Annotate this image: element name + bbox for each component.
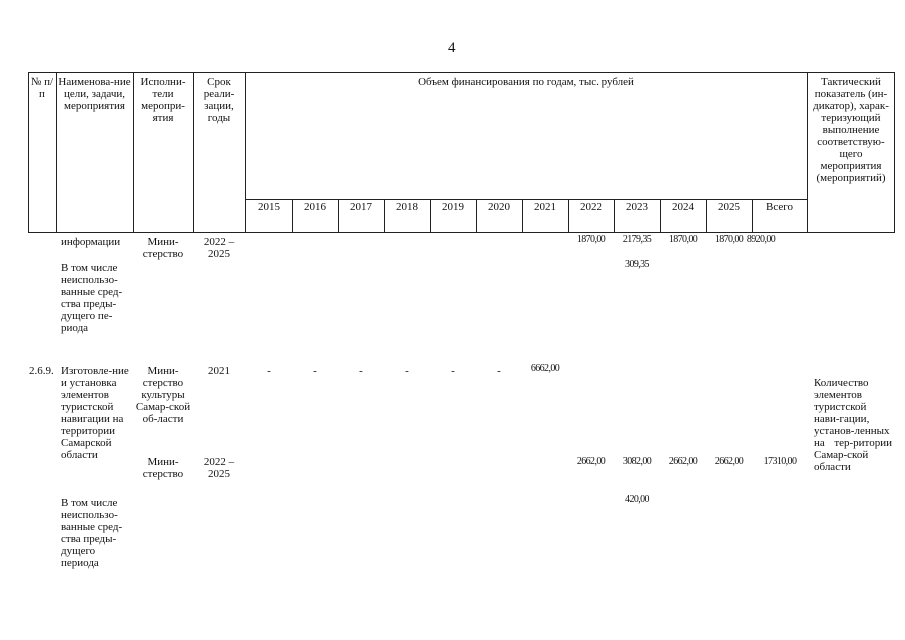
row2-sub-name: В том числе неиспользо-ванные сред-ства преды-дущего периода (61, 497, 123, 569)
year-header: 2017 (350, 201, 372, 213)
page-number: 4 (448, 40, 456, 56)
row2-dash-2016: - (313, 365, 317, 377)
row1-executor: Мини-стерство (142, 236, 184, 260)
row2-dash-2015: - (267, 365, 271, 377)
row2-name: Изготовле-ние и установка элементов туристской навигации на территории Самарской области (61, 365, 129, 461)
row1-sub-name: В том числе неиспользо-ванные сред-ства преды-дущего пе-риода (61, 262, 123, 334)
row1-value-2022: 1870,00 (576, 234, 606, 245)
header-term: Срок реали-зации, годы (203, 76, 235, 124)
row2-value-2021: 6662,00 (530, 363, 560, 374)
row2-dash-2017: - (359, 365, 363, 377)
row2-executor-a: Мини-стерство культуры Самар-ской об-ласти (135, 365, 191, 425)
header-financing: Объем финансирования по годам, тыс. рублей (418, 76, 634, 88)
row1-total: 8920,00 (746, 234, 776, 245)
year-header: 2023 (626, 201, 648, 213)
year-header: 2022 (580, 201, 602, 213)
header-num: № п/п (30, 76, 54, 100)
row2-executor-b: Мини-стерство (142, 456, 184, 480)
year-header: 2020 (488, 201, 510, 213)
row2-value-2025: 2662,00 (714, 456, 744, 467)
row2-term-b: 2022 – 2025 (203, 456, 235, 480)
header-indicator: Тактический показатель (ин-дикатор), харак-теризующий выполнение соответствую-щего мероприятия (мероприятий) (813, 76, 889, 184)
year-header: 2016 (304, 201, 326, 213)
row2-total: 17310,00 (763, 456, 797, 467)
row2-value-2022: 2662,00 (576, 456, 606, 467)
row2-num: 2.6.9. (29, 365, 54, 377)
row2-value-2023: 3082,00 (622, 456, 652, 467)
row2-sub-value-2023: 420,00 (625, 494, 649, 505)
row2-indicator: Количество элементов туристской нави-гации, установ-ленных на тер-ритории Самар-ской области (814, 377, 892, 473)
row1-term: 2022 – 2025 (203, 236, 235, 260)
row2-dash-2020: - (497, 365, 501, 377)
year-header: 2015 (258, 201, 280, 213)
year-header: 2018 (396, 201, 418, 213)
header-name: Наименова-ние цели, задачи, мероприятия (58, 76, 131, 112)
row1-value-2025: 1870,00 (714, 234, 744, 245)
year-header: 2025 (718, 201, 740, 213)
year-header: 2021 (534, 201, 556, 213)
year-header-total: Всего (766, 201, 793, 213)
row2-value-2024: 2662,00 (668, 456, 698, 467)
row2-dash-2018: - (405, 365, 409, 377)
row2-term-a: 2021 (208, 365, 230, 377)
year-header: 2024 (672, 201, 694, 213)
row1-name: информации (61, 236, 121, 248)
header-executors: Исполни-тели меропри-ятия (140, 76, 186, 124)
row1-value-2024: 1870,00 (668, 234, 698, 245)
year-header: 2019 (442, 201, 464, 213)
row1-value-2023: 2179,35 (622, 234, 652, 245)
row1-sub-value-2023: 309,35 (625, 259, 649, 270)
row2-dash-2019: - (451, 365, 455, 377)
